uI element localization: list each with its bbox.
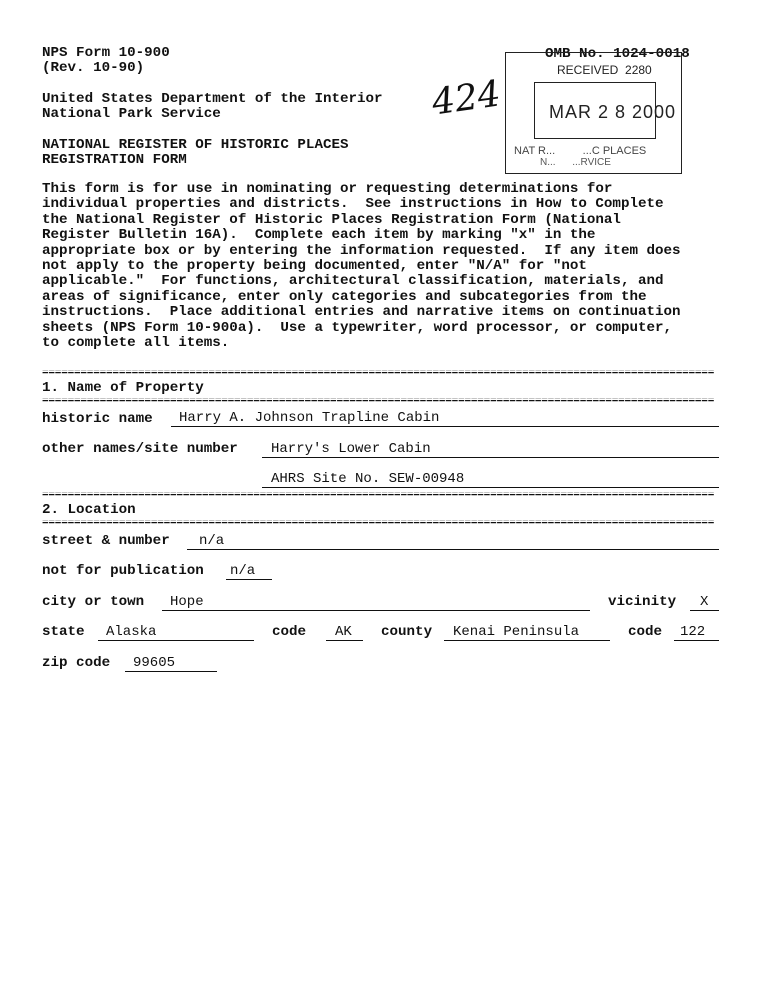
state-code-value: AK [335, 624, 352, 640]
section-2-heading: 2. Location [42, 502, 136, 518]
section-divider: ========================================================================================================= [42, 492, 715, 498]
other-names-value: Harry's Lower Cabin [271, 441, 431, 457]
county-code-label: code [628, 624, 663, 640]
form-title-line1: NATIONAL REGISTER OF HISTORIC PLACES [42, 137, 349, 153]
section-divider: ========================================================================================================= [42, 520, 715, 526]
instruction-line: sheets (NPS Form 10-900a). Use a typewriter, word processor, or computer, [42, 319, 673, 336]
other-names-label: other names/site number [42, 441, 238, 457]
state-code-field[interactable] [326, 624, 363, 641]
instructions-paragraph [42, 182, 681, 351]
instruction-line: individual properties and districts. See instructions in How to Complete [42, 196, 664, 213]
zip-code-label: zip code [42, 655, 111, 671]
agency: National Park Service [42, 106, 221, 122]
instruction-line: This form is for use in nominating or requesting determinations for [42, 181, 613, 197]
instruction-line: not apply to the property being documented, enter "N/A" for "not [42, 258, 587, 275]
department: United States Department of the Interior [42, 91, 383, 107]
instruction-line: to complete all items. [42, 335, 230, 352]
street-number-label: street & number [42, 533, 170, 549]
city-value: Hope [170, 594, 204, 610]
city-field[interactable] [162, 594, 590, 611]
form-revision: (Rev. 10-90) [42, 60, 145, 76]
vicinity-label: vicinity [608, 594, 677, 610]
street-number-value: n/a [199, 533, 225, 549]
state-label: state [42, 624, 85, 640]
instruction-line: areas of significance, enter only categories and subcategories from the [42, 288, 647, 305]
historic-name-field[interactable] [171, 410, 719, 427]
not-for-publication-label: not for publication [42, 563, 204, 579]
state-code-label: code [272, 624, 307, 640]
county-field[interactable] [444, 624, 610, 641]
omb-number: OMB No. 1024-0018 [545, 46, 690, 62]
city-label: city or town [42, 594, 145, 610]
historic-name-label: historic name [42, 411, 153, 427]
county-code-value: 122 [680, 624, 706, 640]
stamp-bottom-line2: N... ...RVICE [540, 157, 611, 168]
state-value: Alaska [106, 624, 157, 640]
site-number-field[interactable] [262, 471, 719, 488]
instruction-line: instructions. Place additional entries and narrative items on continuation [42, 304, 681, 321]
zip-code-value: 99605 [133, 655, 176, 671]
county-value: Kenai Peninsula [453, 624, 580, 640]
county-label: county [381, 624, 433, 640]
state-field[interactable] [98, 624, 254, 641]
county-code-field[interactable] [674, 624, 719, 641]
zip-code-field[interactable] [125, 655, 217, 672]
instruction-line: applicable." For functions, architectural classification, materials, and [42, 273, 664, 290]
instruction-line: Register Bulletin 16A). Complete each item by marking "x" in the [42, 227, 596, 244]
form-number: NPS Form 10-900 [42, 45, 170, 61]
vicinity-value: X [700, 594, 709, 610]
not-for-publication-value: n/a [230, 563, 256, 579]
instruction-line: appropriate box or by entering the information requested. If any item does [42, 242, 681, 259]
street-number-field[interactable] [187, 533, 719, 550]
section-divider: ========================================================================================================= [42, 398, 715, 404]
form-title-line2: REGISTRATION FORM [42, 152, 187, 168]
stamp-received-text: RECEIVED 2280 [557, 63, 652, 77]
site-number-value: AHRS Site No. SEW-00948 [271, 471, 465, 487]
section-divider: ========================================================================================================= [42, 370, 715, 376]
vicinity-field[interactable] [690, 594, 719, 611]
instruction-line: the National Register of Historic Places Registration Form (National [42, 211, 621, 228]
historic-name-value: Harry A. Johnson Trapline Cabin [179, 410, 440, 426]
not-for-publication-field[interactable] [226, 563, 272, 580]
other-names-field[interactable] [262, 441, 719, 458]
section-1-heading: 1. Name of Property [42, 380, 204, 396]
stamp-bottom-line1: NAT R... ...C PLACES [514, 145, 647, 157]
stamp-date: MAR 2 8 2000 [549, 102, 677, 122]
handwritten-number: 424 [429, 73, 504, 124]
